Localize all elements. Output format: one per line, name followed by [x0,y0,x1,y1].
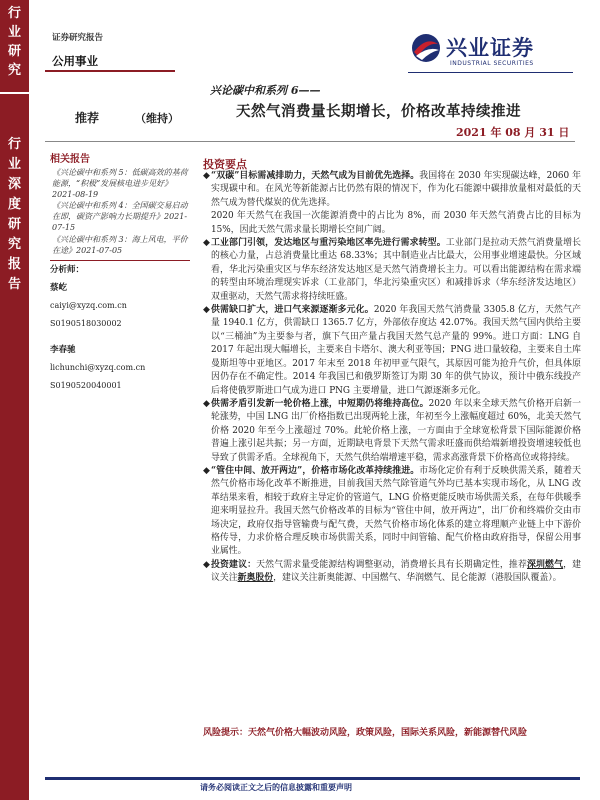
logo-mark-icon [408,32,444,64]
sidebar-char: 告 [7,277,21,292]
industry-label: 公用事业 [52,54,98,68]
key-point [203,170,581,237]
sidebar-char: 深 [7,177,21,192]
key-point-text: 工业部门是拉动天然气消费量增长的核心力量，占总消费量比重达 68.33%；其中制造业占比最大，公用事业增速最快。分区域看，华北污染重灾区与华东经济发达地区是天然气消费增长主力。可以看出能源结构在需求端的转型由环境治理现实诉求（工业部门，华北污染重灾区）和减排诉求（华东经济发达地区）双重驱动，天然气需求将持续旺盛。 [211,238,582,302]
sidebar-char: 度 [7,197,21,212]
header-rule [45,70,175,72]
sidebar-report-label [0,135,29,295]
key-point-text: 我国将在 2030 年实现碳达峰，2060 年实现碳中和。在风光等新能源占比仍然有限的情况下，作为化石能源中碳排放量相对最低的天然气成为替代煤炭的优先选择。 [211,171,581,208]
analyst-cert: S0190520040001 [50,381,122,391]
key-point [203,398,581,465]
analyst-heading: 分析师： [50,265,85,276]
analyst-cert: S0190518030002 [50,319,122,329]
sidebar-category-label [0,0,29,80]
bullet-icon: ◆ [203,238,210,249]
key-point-lead: 工业部门引领，发达地区与重污染地区率先进行需求转型。 [211,238,446,249]
related-reports-heading: 相关报告 [50,154,90,165]
analyst-email[interactable]: lichunchi@xyzq.com.cn [50,363,146,373]
sidebar-char: 研 [7,217,21,232]
key-point [203,304,581,398]
key-point-text: 2020 年我国天然气消费量 3305.8 亿方，天然气产量 1940.1 亿方，供需缺口 1365.7 亿方，外部依存度达 42.07%。我国天然气国内供给主要以“三桶油”为主要参与者，旗下气田产量占我国天然气总产量的 99%。进口方面：LNG 自 2017 年起出现大幅增长，主要来自卡塔尔、澳大利亚等国；PNG 进口量较稳，主要来自土库曼斯坦等中亚地区。2017 年末至 2018 年初甲亚气限气，其原因可能为抢升气价，但具体原因仍存在不确定性。2014 年我国已和俄罗斯签订为期 30 年的供气协议，预计中俄东线投产后将使俄罗斯进口气成为进口 PNG 主要增量，进口气源逐渐多元化。 [211,305,582,396]
key-point-text: 天然气需求量受能源结构调整驱动，消费增长具有长期确定性，推荐 [256,559,527,570]
stock-recommendation: 深圳燃气 [526,559,564,570]
section-divider [50,260,190,261]
risk-warning: 风险提示：天然气价格大幅波动风险，政策风险，国际关系风险，新能源替代风险 [203,728,528,738]
key-point-text: ，建议关注 [211,559,582,584]
related-reports-list [50,168,190,256]
report-type-label: 证券研究报告 [52,33,104,43]
sidebar-char: 研 [7,44,21,59]
left-column [50,150,190,391]
rating-label: 推荐 [75,111,100,125]
key-point-lead: 供需矛盾引发新一轮价格上涨，中短期仍将维持高位。 [211,398,429,409]
analyst-block [50,265,190,391]
company-logo [408,30,568,70]
sidebar-char: 究 [7,237,21,252]
key-point-text: 市场化定价有利于反映供需关系，随着天然气价格市场化改革不断推进，目前我国天然气除管道气外均已基本实现市场化，从 LNG 改革结果来看，相较于政府主导定价的管道气，LNG 价格更能反映市场供需关系，在每年供暖季迎来明显拉升。我国天然气价格改革的目标为“管住中间，放开两边”，出厂价和终端价交由市场决定，政府仅指导管输费与配气费，天然气价格市场化体系的建立将理顺产业链上中下游价格传导，力求价格合理反映市场供需关系，同时中间管输、配气价格由政府指导，保留公用事业属性。 [211,465,581,557]
report-title: 天然气消费量长期增长，价格改革持续推进 [236,103,521,120]
sidebar-char: 究 [7,63,21,78]
key-point [203,237,581,304]
key-point-lead: 投资建议： [211,559,257,570]
key-points-heading: 投资要点 [203,158,247,171]
logo-text: 兴业证券 [446,35,534,60]
analyst-name: 李春驰 [50,345,76,356]
key-point-text: 2020 年以来全球天然气价格开启新一轮涨势，中国 LNG 出厂价格指数已出现两轮上涨，年初至今上涨幅度超过 60%，北美天然气价格 2020 年至今上涨超过 70%。此轮价格上涨，一方面由于全球宽松背景下国际能源价格普遍上涨引起共振；另一方面，近期缺电背景下天然气需求旺盛而供给端新增投资增速较低也导致了供需矛盾。全球视角下，天然气供给端增速平稳，需求高涨背景下价格高位或将持续。 [211,398,582,463]
footer-disclaimer: 请务必阅读正文之后的信息披露和重要声明 [200,783,352,792]
rating-change-label: （维持） [135,112,179,125]
sidebar-char: 行 [7,6,21,21]
bullet-icon: ◆ [203,465,210,476]
key-point-lead: “双碳”目标需减排助力，天然气成为目前优先选择。 [211,171,420,181]
key-point-lead: 供需缺口扩大，进口气来源逐渐多元化。 [211,305,374,316]
stock-recommendation: 新奥股份 [237,573,274,584]
sidebar-band [0,0,29,800]
key-point-text: 2020 年天然气在我国一次能源消费中的占比为 8%，而 2030 年天然气消费占比的目标为 15%，因此天然气需求量长期增长空间广阔。 [211,211,581,235]
bullet-icon: ◆ [203,171,210,181]
logo-rule [408,72,573,73]
related-report-link[interactable]: 《兴论碳中和系列 4：全国碳交易启动在即，碳资产影响力长期提升》2021-07-15 [52,201,188,232]
key-point-text: ，建议关注新奥能源、中国燃气、华润燃气、昆仑能源（港股国队覆盖）。 [273,573,562,584]
footer-rule [45,777,580,780]
sidebar-char: 业 [7,25,21,40]
sidebar-char: 报 [7,257,21,272]
title-rule [45,141,575,142]
sidebar-char: 业 [7,157,21,172]
sidebar-divider [0,92,29,94]
key-point-lead: “管住中间、放开两边”，价格市场化改革持续推进。 [211,465,420,476]
report-date: 2021 年 08 月 31 日 [456,126,570,139]
related-report-link[interactable]: 《兴论碳中和系列 3：海上风电，平价在途》2021-07-05 [52,234,188,255]
bullet-icon: ◆ [203,559,210,570]
key-points-body [203,170,581,586]
logo-english-text: INDUSTRIAL SECURITIES [450,60,534,67]
analyst-email[interactable]: caiyi@xyzq.com.cn [50,301,127,311]
analyst-name: 蔡屹 [50,283,68,294]
related-report-link[interactable]: 《兴论碳中和系列 5：低碳高效的基荷能源，“积极”发展核电进步见好》2021-08-19 [52,168,188,199]
bullet-icon: ◆ [203,398,210,409]
series-label: 兴论碳中和系列 6—— [210,84,321,97]
sidebar-char: 行 [7,137,21,152]
key-point [203,559,581,586]
key-point [203,465,581,559]
bullet-icon: ◆ [203,305,210,316]
